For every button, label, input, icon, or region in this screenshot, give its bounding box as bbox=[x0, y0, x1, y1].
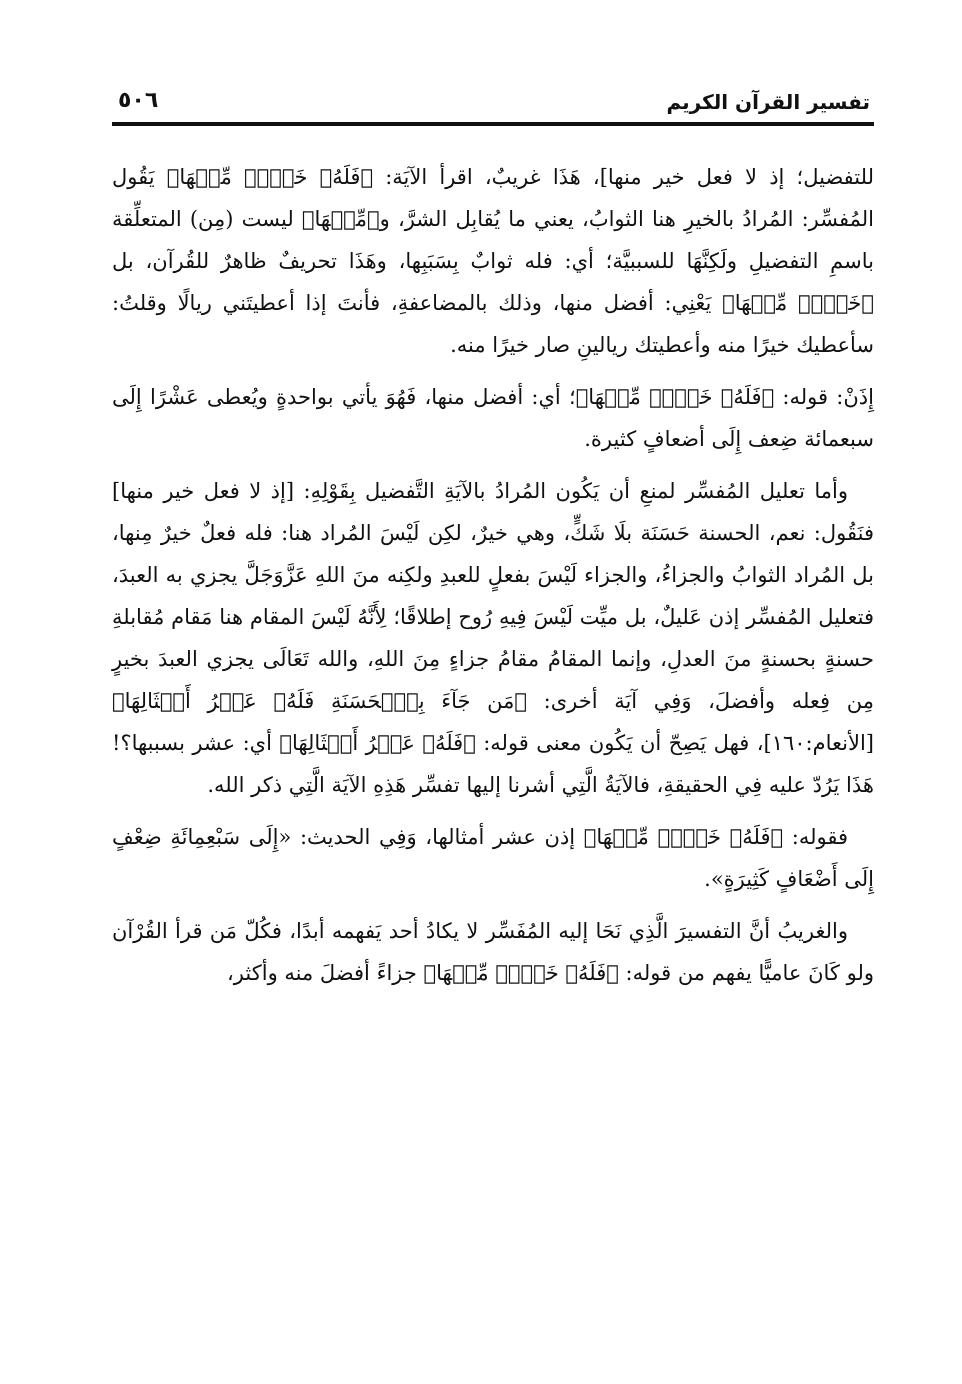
paragraph-3: وأما تعليل المُفسِّر لمنعِ أن يَكُون المُرادُ بالآيَةِ التَّفضيل بِقَوْلِهِ: [إذ لا فعل خير منها] فنَقُول: نعم، الحسنة حَسَنَة بلَا شَكٍّ، وهي خيرٌ، لكِن لَيْسَ المُراد هنا: فله فعلٌ خيرٌ مِنها، بل المُراد الثوابُ والجزاءُ، والجزاء لَيْسَ بفعلٍ للعبدِ ولكِنه منَ اللهِ عَزَّوَجَلَّ يجزي به العبدَ، فتعليل المُفسِّر إذن عَليلٌ، بل ميِّت لَيْسَ فِيهِ رُوح إطلاقًا؛ لِأَنَّهُ لَيْسَ المقام هنا مَقام مُقابلةِ حسنةٍ بحسنةٍ منَ العدلِ، وإنما المقامُ مقامُ جزاءٍ مِنَ اللهِ، والله تَعَالَى يجزي العبدَ بخيرٍ مِن فِعله وأفضلَ، وَفِي آيَة أخرى: ﴿مَن جَآءَ بِٱلۡحَسَنَةِ فَلَهُۥ عَشۡرُ أَمۡثَالِهَا﴾ [الأنعام:١٦٠]، فهل يَصِحّ أن يَكُون معنى قوله: ﴿فَلَهُۥ عَشۡرُ أَمۡثَالِهَا﴾ أي: عشر بسببها؟! هَذَا يَرُدّ عليه فِي الحقيقةِ، فالآيَةُ الَّتِي أشرنا إليها تفسِّر هَذِهِ الآيَة الَّتِي ذكر الله. bbox=[112, 479, 874, 797]
running-title: تفسير القرآن الكريم bbox=[666, 90, 870, 114]
page-number: ٥٠٦ bbox=[118, 88, 159, 113]
paragraph-1: للتفضيل؛ إذ لا فعل خير منها]، هَذَا غريبٌ، اقرأ الآيَة: ﴿فَلَهُۥ خَيۡرٞ مِّنۡهَا﴾ يَقُول المُفسِّر: المُرادُ بالخيرِ هنا الثوابُ، يعني ما يُقابِل الشرَّ، و﴿مِّنۡهَا﴾ ليست (مِن) المتعلِّقة باسمِ التفضيلِ ولَكِنَّهَا للسببيَّة؛ أي: فله ثوابٌ بِسَبَبِها، وهَذَا تحريفٌ ظاهرٌ للقُرآن، بل ﴿خَيۡرٞ مِّنۡهَا﴾ يَعْنِي: أفضل منها، وذلك بالمضاعفةِ، فأنتَ إذا أعطيتَني ريالًا وقلتُ: سأعطيك خيرًا منه وأعطيتك ريالينِ صار خيرًا منه. bbox=[112, 165, 874, 357]
paragraph-4: فقوله: ﴿فَلَهُۥ خَيۡرٞ مِّنۡهَا﴾ إذن عشر أمثالها، وَفِي الحديث: «إِلَى سَبْعِمِائَةِ ضِعْفٍ إِلَى أَضْعَافٍ كَثِيرَةٍ». bbox=[112, 825, 874, 891]
paragraph-5: والغريبُ أنَّ التفسيرَ الَّذِي نَحَا إليه المُفَسِّر لا يكادُ أحد يَفهمه أبدًا، فكُلّ مَن قرأ القُرْآن ولو كَانَ عاميًّا يفهم من قوله: ﴿فَلَهُۥ خَيۡرٞ مِّنۡهَا﴾ جزاءً أفضلَ منه وأكثر، bbox=[112, 919, 874, 985]
page-header bbox=[118, 86, 870, 122]
header-divider bbox=[112, 122, 874, 126]
paragraph-2: إِذَنْ: قوله: ﴿فَلَهُۥ خَيۡرٞ مِّنۡهَا﴾؛ أي: أفضل منها، فَهُوَ يأتي بواحدةٍ ويُعطى عَشْرًا إِلَى سبعمائة ضِعف إِلَى أضعافٍ كثيرة. bbox=[112, 385, 874, 451]
page-body bbox=[112, 156, 874, 1004]
